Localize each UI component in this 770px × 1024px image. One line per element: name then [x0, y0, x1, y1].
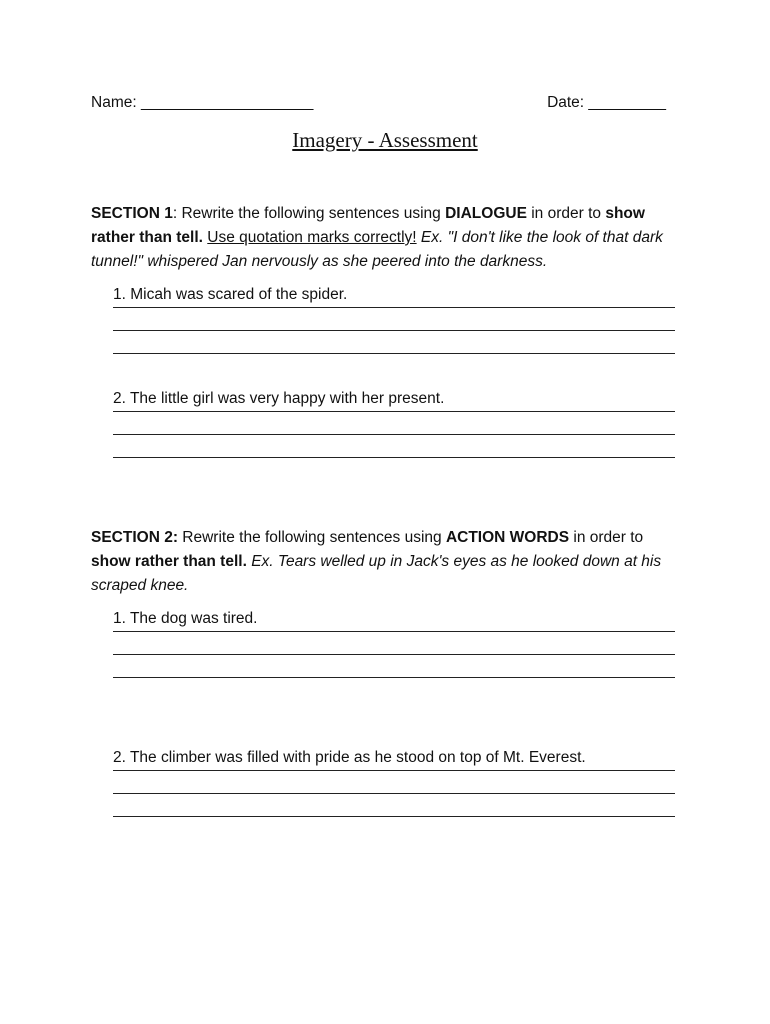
section-1-instructions	[91, 202, 681, 274]
section-2-text-2: in order to	[569, 529, 644, 546]
answer-line[interactable]	[113, 654, 675, 655]
section-1-keyword: DIALOGUE	[445, 205, 527, 222]
answer-lines-s1-q1	[113, 307, 675, 376]
section-2-example: Ex. Tears welled up in Jack's eyes as he looked down at his scraped knee.	[91, 553, 662, 594]
date-field: Date: _________	[547, 94, 666, 111]
answer-line[interactable]	[113, 330, 675, 331]
answer-line[interactable]	[113, 793, 675, 794]
answer-line[interactable]	[113, 307, 675, 308]
header-row	[91, 94, 666, 112]
answer-lines-s2-q2	[113, 770, 675, 839]
section-1-text-2: in order to	[526, 205, 606, 222]
section-2-text: Rewrite the following sentences using	[177, 529, 446, 546]
section-1-instruction: Use quotation marks correctly!	[207, 229, 417, 246]
section-2-emphasis: show rather than tell.	[91, 553, 247, 570]
answer-line[interactable]	[113, 770, 675, 771]
section-1-emphasis: show rather than tell.	[91, 205, 645, 246]
name-field: Name: ____________________	[91, 94, 314, 111]
page-title: Imagery - Assessment	[292, 128, 478, 152]
section-1-question-2: 2. The little girl was very happy with her present.	[113, 390, 445, 407]
answer-line[interactable]	[113, 816, 675, 817]
section-2-keyword: ACTION WORDS	[445, 529, 570, 546]
answer-line[interactable]	[113, 457, 675, 458]
section-2-question-2: 2. The climber was filled with pride as he stood on top of Mt. Everest.	[113, 749, 586, 766]
answer-lines-s1-q2	[113, 411, 675, 480]
answer-line[interactable]	[113, 677, 675, 678]
section-2-instructions	[91, 526, 681, 598]
answer-line[interactable]	[113, 411, 675, 412]
answer-lines-s2-q1	[113, 631, 675, 700]
section-2-question-1: 1. The dog was tired.	[113, 610, 258, 627]
section-1-question-1: 1. Micah was scared of the spider.	[113, 286, 348, 303]
answer-line[interactable]	[113, 434, 675, 435]
section-1-example: Ex. "I don't like the look of that dark tunnel!" whispered Jan nervously as she peered into the darkness.	[91, 229, 663, 270]
section-1-text: Rewrite the following sentences using	[181, 205, 446, 222]
answer-line[interactable]	[113, 353, 675, 354]
section-1-colon: :	[172, 205, 182, 222]
section-1-label: SECTION 1	[91, 205, 173, 222]
answer-line[interactable]	[113, 631, 675, 632]
section-2-label: SECTION 2:	[91, 529, 178, 546]
